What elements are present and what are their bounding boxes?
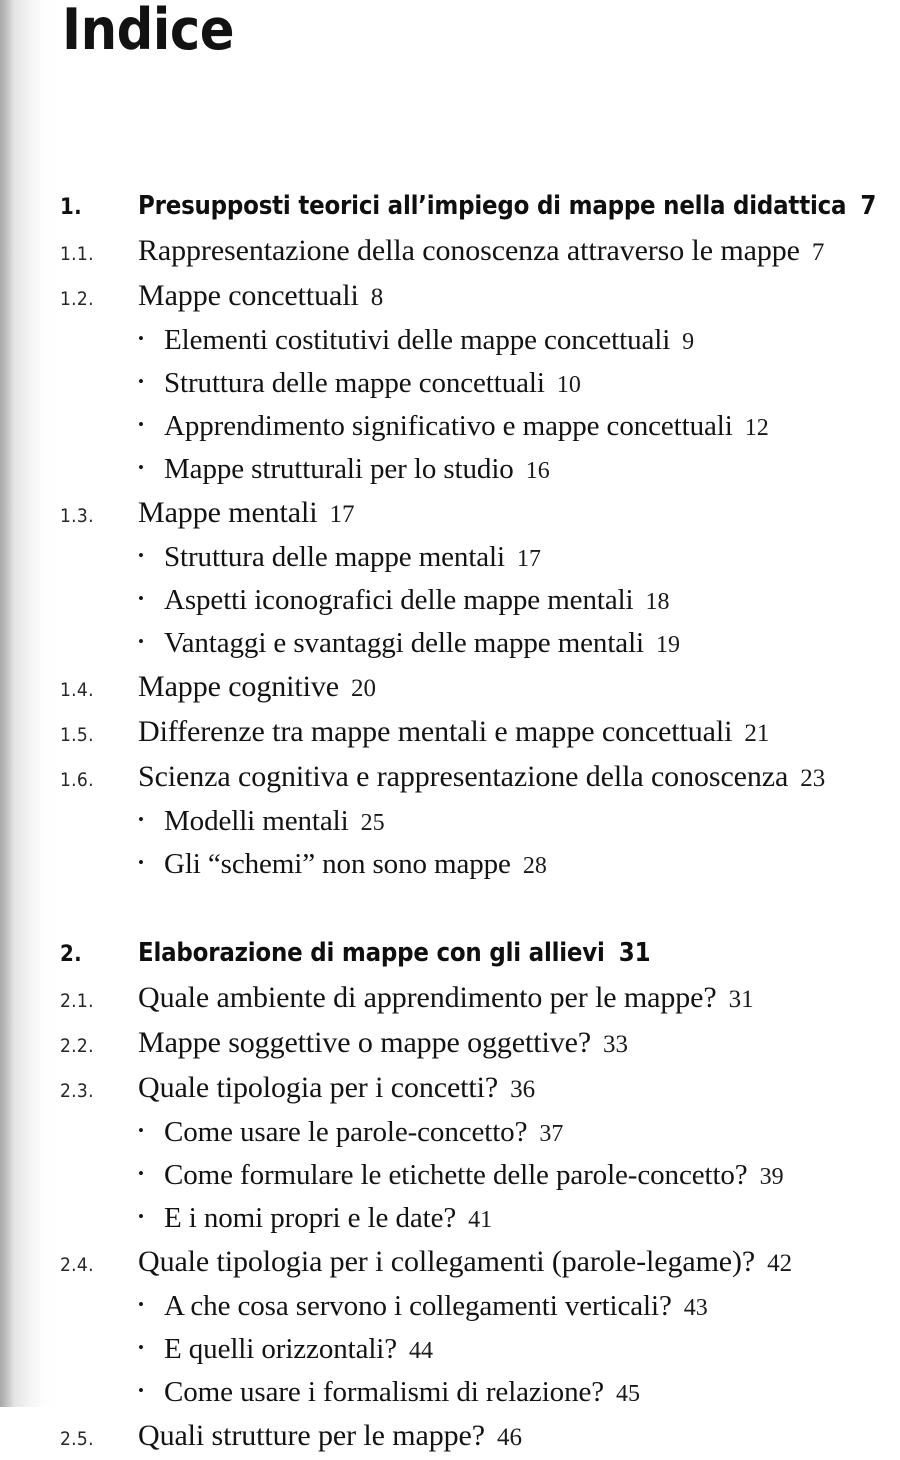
toc-section-row[interactable] [0, 1241, 900, 1286]
toc-bullet-row[interactable] [0, 1372, 900, 1415]
toc-chapter-row[interactable] [0, 186, 900, 228]
toc-bullet-page-number: 18 [645, 589, 670, 615]
bullet-icon: • [138, 1207, 144, 1226]
toc-section-row[interactable] [0, 1415, 900, 1460]
toc-section-row[interactable] [0, 1022, 900, 1067]
toc-section-page-number: 31 [728, 986, 754, 1013]
toc-bullet-row[interactable] [0, 580, 900, 623]
toc-section-title: Mappe concettuali [138, 279, 359, 312]
toc-bullet-title: Elementi costitutivi delle mappe concettuali [164, 324, 671, 356]
toc-section-number: 1.5. [60, 724, 94, 746]
toc-bullet-title: Aspetti iconografici delle mappe mentali [164, 584, 634, 616]
toc-bullet-page-number: 39 [759, 1164, 784, 1190]
toc-bullet-title: A che cosa servono i collegamenti verticali? [164, 1290, 672, 1322]
toc-chapter-title: Presupposti teorici all’impiego di mappe nella didattica [138, 191, 847, 221]
bullet-icon: • [138, 1295, 144, 1314]
toc-section-title: Quale tipologia per i collegamenti (parole-legame)? [138, 1245, 756, 1278]
bullet-icon: • [138, 546, 144, 565]
toc-section-title: Scienza cognitiva e rappresentazione della conoscenza [138, 760, 789, 793]
bullet-icon: • [138, 1121, 144, 1140]
toc-bullet-page-number: 43 [683, 1295, 708, 1321]
toc-section-page-number: 36 [510, 1076, 536, 1103]
toc-section-page-number: 21 [744, 720, 770, 747]
toc-section-number: 2.3. [60, 1080, 94, 1102]
bullet-icon: • [138, 329, 144, 348]
toc-chapter-row[interactable] [0, 933, 900, 975]
toc-section-page-number: 7 [811, 239, 825, 266]
toc-section-row[interactable] [0, 756, 900, 801]
toc-section-row[interactable] [0, 977, 900, 1022]
toc-section-number: 2.4. [60, 1254, 94, 1276]
toc-bullet-row[interactable] [0, 801, 900, 844]
toc-bullet-row[interactable] [0, 1329, 900, 1372]
toc-section-number: 2.2. [60, 1035, 94, 1057]
toc-bullet-title: Mappe strutturali per lo studio [164, 453, 514, 485]
toc-bullet-title: E i nomi propri e le date? [164, 1202, 457, 1234]
toc-chapter-title: Elaborazione di mappe con gli allievi [138, 938, 605, 968]
bullet-icon: • [138, 372, 144, 391]
toc-section-number: 2.5. [60, 1428, 94, 1450]
toc-bullet-page-number: 45 [616, 1381, 641, 1407]
toc-section-page-number: 23 [800, 765, 826, 792]
toc-section-row[interactable] [0, 275, 900, 320]
toc-bullet-title: Vantaggi e svantaggi delle mappe mentali [164, 627, 644, 659]
toc-section-page-number: 17 [329, 501, 355, 528]
toc-section-row[interactable] [0, 1067, 900, 1112]
toc-bullet-page-number: 25 [360, 810, 385, 836]
toc-bullet-row[interactable] [0, 844, 900, 887]
toc-section-number: 1.6. [60, 769, 94, 791]
toc-bullet-page-number: 44 [409, 1338, 434, 1364]
toc-bullet-page-number: 16 [525, 458, 550, 484]
toc-bullet-page-number: 41 [468, 1207, 493, 1233]
toc-section-title: Mappe cognitive [138, 670, 339, 703]
toc-bullet-title: Modelli mentali [164, 805, 349, 837]
toc-bullet-page-number: 12 [744, 415, 769, 441]
toc-section-row[interactable] [0, 230, 900, 275]
bullet-icon: • [138, 1381, 144, 1400]
toc-bullet-row[interactable] [0, 1155, 900, 1198]
toc-chapter-page-number: 31 [618, 938, 651, 968]
toc-section-page-number: 46 [496, 1424, 522, 1451]
chapter-spacer [0, 887, 900, 933]
toc-section-page-number: 33 [603, 1031, 629, 1058]
chapter-block [0, 933, 900, 1460]
toc-bullet-row[interactable] [0, 449, 900, 492]
toc-section-number: 1.1. [60, 243, 94, 265]
toc-section-title: Quale tipologia per i concetti? [138, 1071, 499, 1104]
toc-bullet-page-number: 9 [682, 329, 695, 355]
toc-bullet-page-number: 37 [539, 1121, 564, 1147]
toc-section-row[interactable] [0, 666, 900, 711]
toc-bullet-title: Struttura delle mappe concettuali [164, 367, 545, 399]
toc-bullet-title: Come formulare le etichette delle parole-concetto? [164, 1159, 748, 1191]
chapter-block [0, 186, 900, 887]
toc-section-number: 2.1. [60, 990, 94, 1012]
bullet-icon: • [138, 1338, 144, 1357]
bullet-icon: • [138, 810, 144, 829]
toc-bullet-title: Come usare le parole-concetto? [164, 1116, 528, 1148]
toc-section-page-number: 20 [350, 675, 376, 702]
toc-bullet-page-number: 28 [522, 853, 547, 879]
bullet-icon: • [138, 589, 144, 608]
toc-bullet-row[interactable] [0, 1198, 900, 1241]
toc-section-number: 1.4. [60, 679, 94, 701]
toc-bullet-title: Struttura delle mappe mentali [164, 541, 505, 573]
toc-bullet-page-number: 17 [516, 546, 541, 572]
toc-bullet-row[interactable] [0, 1112, 900, 1155]
toc-section-row[interactable] [0, 711, 900, 756]
toc-bullet-row[interactable] [0, 363, 900, 406]
toc-section-title: Mappe mentali [138, 496, 318, 529]
toc-section-title: Differenze tra mappe mentali e mappe concettuali [138, 715, 733, 748]
toc-bullet-row[interactable] [0, 623, 900, 666]
toc-chapter-page-number: 7 [860, 191, 877, 221]
toc-chapter-number: 2. [60, 942, 82, 967]
toc-bullet-row[interactable] [0, 320, 900, 363]
toc-bullet-page-number: 10 [556, 372, 581, 398]
toc-section-page-number: 42 [767, 1250, 793, 1277]
toc-section-title: Mappe soggettive o mappe oggettive? [138, 1026, 592, 1059]
toc-section-number: 1.2. [60, 288, 94, 310]
toc-bullet-title: Apprendimento significativo e mappe concettuali [164, 410, 733, 442]
toc-bullet-title: E quelli orizzontali? [164, 1333, 398, 1365]
toc-bullet-row[interactable] [0, 1286, 900, 1329]
toc-section-title: Quale ambiente di apprendimento per le mappe? [138, 981, 717, 1014]
bullet-icon: • [138, 415, 144, 434]
page-title: Indice [62, 0, 235, 63]
toc-bullet-title: Gli “schemi” non sono mappe [164, 848, 511, 880]
toc-bullet-row[interactable] [0, 406, 900, 449]
toc-bullet-title: Come usare i formalismi di relazione? [164, 1376, 605, 1408]
bullet-icon: • [138, 632, 144, 651]
toc-section-title: Quali strutture per le mappe? [138, 1419, 485, 1452]
bullet-icon: • [138, 458, 144, 477]
toc-section-page-number: 8 [370, 284, 384, 311]
bullet-icon: • [138, 1164, 144, 1183]
toc-bullet-page-number: 19 [655, 632, 680, 658]
toc-bullet-row[interactable] [0, 537, 900, 580]
toc-chapter-number: 1. [60, 195, 82, 220]
toc-section-title: Rappresentazione della conoscenza attraverso le mappe [138, 234, 800, 267]
toc-section-number: 1.3. [60, 505, 94, 527]
bullet-icon: • [138, 853, 144, 872]
toc-section-row[interactable] [0, 492, 900, 537]
table-of-contents [0, 186, 900, 1460]
